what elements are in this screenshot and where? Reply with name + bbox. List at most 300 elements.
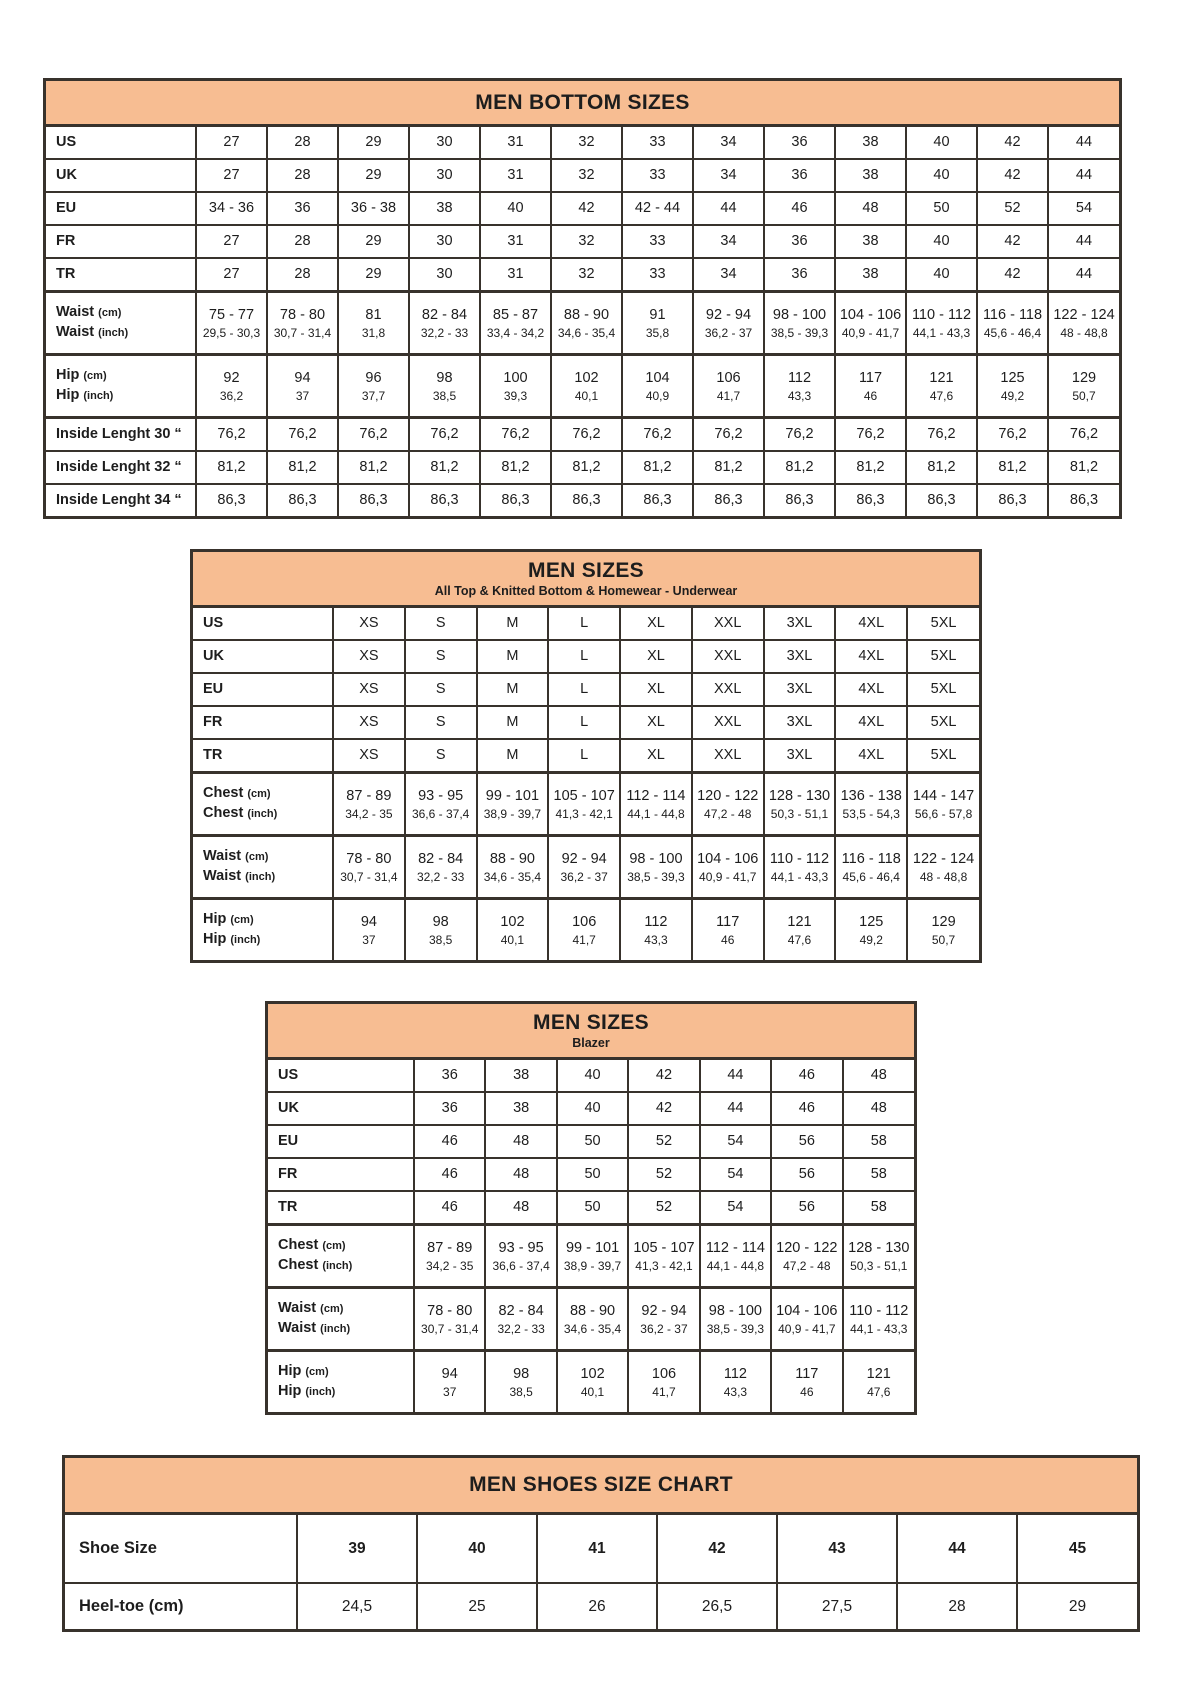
table-cell: 50 [557,1191,628,1225]
table-cell: 102 40,1 [551,355,622,418]
table-cell: 54 [700,1191,771,1225]
table-cell: 48 [485,1158,556,1191]
table-cell: 104 40,9 [622,355,693,418]
table-cell: 34 [693,225,764,258]
men-shoes-size-chart-table [62,1455,1140,1632]
table-cell: 121 47,6 [906,355,977,418]
table-cell: 98 38,5 [485,1351,556,1413]
table-cell: 121 47,6 [843,1351,914,1413]
table-cell: 99 - 101 38,9 - 39,7 [557,1225,628,1288]
table-row [268,1158,914,1191]
table-title: MEN SIZES [528,559,644,582]
table-cell: M [477,706,549,739]
row-label: UK [193,640,333,673]
table-cell: 78 - 80 30,7 - 31,4 [333,836,405,899]
table-cell: 36 [764,127,835,159]
table-cell: 92 36,2 [196,355,267,418]
table-subtitle: Blazer [572,1036,610,1050]
table-cell: 42 [977,127,1048,159]
table-cell: XS [333,608,405,640]
table-cell: 32 [551,225,622,258]
table-cell: S [405,640,477,673]
table-row [46,418,1119,452]
table-cell: S [405,673,477,706]
table-row [193,640,979,673]
table-cell: L [548,640,620,673]
table-cell: 76,2 [338,418,409,452]
table-cell: 87 - 89 34,2 - 35 [414,1225,485,1288]
table-row [46,292,1119,355]
table-cell: 5XL [907,608,979,640]
table-cell: 86,3 [551,484,622,516]
table-cell: 40 [480,192,551,225]
table-cell: XXL [692,739,764,773]
table-cell: 76,2 [480,418,551,452]
table-cell: 54 [700,1125,771,1158]
table-cell: 46 [764,192,835,225]
table-cell: 3XL [764,706,836,739]
table-cell: 105 - 107 41,3 - 42,1 [628,1225,699,1288]
table-cell: 33 [622,127,693,159]
table-cell: S [405,706,477,739]
table-cell: XL [620,706,692,739]
table-cell: 100 39,3 [480,355,551,418]
table-cell: 29 [338,258,409,292]
table-row [193,773,979,836]
table-cell: 3XL [764,739,836,773]
table-cell: 54 [1048,192,1119,225]
table-cell: 25 [417,1583,537,1629]
table-row [268,1288,914,1351]
table-cell: 38 [485,1092,556,1125]
table-cell: 106 41,7 [548,899,620,961]
table-cell: 27,5 [777,1583,897,1629]
table-cell: 32 [551,159,622,192]
table-cell: S [405,739,477,773]
table-cell: 129 50,7 [907,899,979,961]
table-cell: 42 [628,1060,699,1092]
table-cell: 86,3 [835,484,906,516]
table-cell: 82 - 84 32,2 - 33 [409,292,480,355]
table-cell: 81,2 [267,451,338,484]
table-cell: 94 37 [267,355,338,418]
table-cell: 33 [622,258,693,292]
table-row [193,608,979,640]
table-cell: 87 - 89 34,2 - 35 [333,773,405,836]
size-table [193,608,979,960]
table-cell: XXL [692,608,764,640]
table-cell: 52 [628,1158,699,1191]
table-cell: 112 43,3 [700,1351,771,1413]
table-row [268,1092,914,1125]
table-cell: 86,3 [267,484,338,516]
table-cell: 46 [771,1060,842,1092]
table-cell: 104 - 106 40,9 - 41,7 [692,836,764,899]
table-cell: 38 [835,258,906,292]
table-cell: 31 [480,159,551,192]
table-cell: S [405,608,477,640]
table-cell: 29 [338,159,409,192]
table-cell: 28 [897,1583,1017,1629]
table-cell: 76,2 [906,418,977,452]
table-cell: 44 [1048,225,1119,258]
table-title-band [268,1004,914,1060]
table-row [268,1225,914,1288]
table-title: MEN SIZES [533,1011,649,1034]
row-label: US [268,1060,414,1092]
table-cell: 110 - 112 44,1 - 43,3 [764,836,836,899]
table-cell: 40 [906,258,977,292]
table-cell: 3XL [764,640,836,673]
table-cell: 116 - 118 45,6 - 46,4 [977,292,1048,355]
table-cell: M [477,673,549,706]
table-cell: 40 [557,1060,628,1092]
row-label: US [46,127,196,159]
table-cell: 44 [1048,127,1119,159]
table-cell: 81,2 [1048,451,1119,484]
row-label: Hip (cm) Hip (inch) [268,1351,414,1413]
table-cell: 38 [409,192,480,225]
table-cell: 31 [480,127,551,159]
table-cell: 96 37,7 [338,355,409,418]
row-label: FR [193,706,333,739]
men-sizes-blazer-table [265,1001,917,1415]
table-row [193,836,979,899]
table-cell: 50 [557,1125,628,1158]
table-cell: XL [620,673,692,706]
row-label: EU [268,1125,414,1158]
table-cell: 46 [414,1158,485,1191]
table-cell: 40 [557,1092,628,1125]
table-cell: 81,2 [196,451,267,484]
table-cell: 98 - 100 38,5 - 39,3 [700,1288,771,1351]
row-label: Inside Lenght 34 “ [46,484,196,516]
table-cell: 34 - 36 [196,192,267,225]
table-cell: 52 [628,1125,699,1158]
table-cell: 30 [409,159,480,192]
table-cell: 28 [267,258,338,292]
table-cell: 81 31,8 [338,292,409,355]
table-row [46,159,1119,192]
table-cell: 26,5 [657,1583,777,1629]
table-title-band [193,552,979,608]
table-cell: 76,2 [622,418,693,452]
table-cell: XS [333,706,405,739]
table-cell: 76,2 [409,418,480,452]
table-row [268,1351,914,1413]
table-row [268,1060,914,1092]
table-row [193,706,979,739]
table-cell: XS [333,673,405,706]
table-cell: 106 41,7 [628,1351,699,1413]
row-label: Waist (cm) Waist (inch) [268,1288,414,1351]
table-cell: 26 [537,1583,657,1629]
table-cell: 32 [551,258,622,292]
table-cell: 41 [537,1515,657,1583]
table-cell: 104 - 106 40,9 - 41,7 [771,1288,842,1351]
table-cell: 45 [1017,1515,1137,1583]
table-cell: 32 [551,127,622,159]
table-cell: 116 - 118 45,6 - 46,4 [835,836,907,899]
table-cell: 81,2 [835,451,906,484]
table-cell: 88 - 90 34,6 - 35,4 [551,292,622,355]
table-cell: 52 [628,1191,699,1225]
size-table [268,1060,914,1412]
table-cell: 125 49,2 [835,899,907,961]
table-cell: 128 - 130 50,3 - 51,1 [764,773,836,836]
table-cell: 92 - 94 36,2 - 37 [628,1288,699,1351]
table-cell: L [548,608,620,640]
row-label: EU [193,673,333,706]
table-cell: 81,2 [977,451,1048,484]
table-cell: 29 [338,225,409,258]
row-label: TR [46,258,196,292]
table-row [193,899,979,961]
table-cell: 27 [196,225,267,258]
table-cell: 128 - 130 50,3 - 51,1 [843,1225,914,1288]
table-cell: 110 - 112 44,1 - 43,3 [906,292,977,355]
row-label: Shoe Size [65,1515,297,1583]
row-label: Inside Lenght 32 “ [46,451,196,484]
table-cell: 36 [414,1092,485,1125]
row-label: Heel-toe (cm) [65,1583,297,1629]
table-cell: 44 [700,1060,771,1092]
table-cell: 27 [196,159,267,192]
table-cell: 38 [485,1060,556,1092]
table-cell: 136 - 138 53,5 - 54,3 [835,773,907,836]
table-cell: 50 [906,192,977,225]
table-row [268,1125,914,1158]
table-title-band [46,81,1119,127]
table-cell: 38 [835,159,906,192]
table-cell: 86,3 [622,484,693,516]
table-cell: 46 [771,1092,842,1125]
table-cell: 36 [764,258,835,292]
table-cell: 54 [700,1158,771,1191]
table-cell: 33 [622,225,693,258]
table-cell: 29 [1017,1583,1137,1629]
table-cell: 129 50,7 [1048,355,1119,418]
row-label: FR [46,225,196,258]
table-row [46,258,1119,292]
table-cell: 4XL [835,673,907,706]
table-row [46,225,1119,258]
table-cell: 4XL [835,739,907,773]
table-cell: 38 [835,225,906,258]
table-cell: 56 [771,1125,842,1158]
table-cell: 27 [196,127,267,159]
table-cell: 76,2 [977,418,1048,452]
table-row [46,127,1119,159]
table-cell: XL [620,640,692,673]
table-cell: 82 - 84 32,2 - 33 [485,1288,556,1351]
table-cell: 117 46 [692,899,764,961]
table-cell: 86,3 [409,484,480,516]
size-table [65,1515,1137,1629]
table-cell: 76,2 [764,418,835,452]
table-cell: 94 37 [333,899,405,961]
table-cell: 93 - 95 36,6 - 37,4 [485,1225,556,1288]
table-cell: 122 - 124 48 - 48,8 [1048,292,1119,355]
table-cell: 36 [764,225,835,258]
size-table [46,127,1119,516]
table-cell: 3XL [764,673,836,706]
table-cell: 4XL [835,608,907,640]
table-cell: 5XL [907,640,979,673]
table-cell: 5XL [907,706,979,739]
table-cell: 104 - 106 40,9 - 41,7 [835,292,906,355]
table-cell: 92 - 94 36,2 - 37 [548,836,620,899]
table-cell: 30 [409,127,480,159]
table-cell: 28 [267,159,338,192]
table-cell: 76,2 [693,418,764,452]
table-cell: 93 - 95 36,6 - 37,4 [405,773,477,836]
table-cell: 102 40,1 [557,1351,628,1413]
table-row [46,355,1119,418]
table-row [193,673,979,706]
table-cell: 33 [622,159,693,192]
table-cell: 48 [485,1125,556,1158]
table-cell: 46 [414,1191,485,1225]
table-cell: 78 - 80 30,7 - 31,4 [267,292,338,355]
table-cell: 117 46 [771,1351,842,1413]
table-cell: 30 [409,225,480,258]
table-cell: 105 - 107 41,3 - 42,1 [548,773,620,836]
table-cell: 99 - 101 38,9 - 39,7 [477,773,549,836]
row-label: FR [268,1158,414,1191]
table-cell: XXL [692,706,764,739]
table-cell: 76,2 [196,418,267,452]
table-cell: 76,2 [1048,418,1119,452]
table-cell: L [548,739,620,773]
row-label: UK [46,159,196,192]
table-cell: 44 [700,1092,771,1125]
table-cell: XXL [692,640,764,673]
table-cell: 38 [835,127,906,159]
table-cell: 42 [977,159,1048,192]
men-bottom-sizes-table [43,78,1122,519]
table-cell: 76,2 [551,418,622,452]
table-cell: 5XL [907,673,979,706]
table-cell: 112 - 114 44,1 - 44,8 [700,1225,771,1288]
table-cell: 40 [906,159,977,192]
table-cell: 44 [693,192,764,225]
table-cell: 42 [977,258,1048,292]
table-cell: 81,2 [764,451,835,484]
table-cell: XXL [692,673,764,706]
table-cell: 36 - 38 [338,192,409,225]
table-cell: 120 - 122 47,2 - 48 [692,773,764,836]
table-cell: 86,3 [1048,484,1119,516]
table-cell: 44 [897,1515,1017,1583]
table-cell: 27 [196,258,267,292]
table-cell: 42 [657,1515,777,1583]
table-cell: 39 [297,1515,417,1583]
row-label: TR [268,1191,414,1225]
table-row [46,192,1119,225]
table-cell: 30 [409,258,480,292]
table-row [46,484,1119,516]
table-cell: M [477,640,549,673]
table-cell: 4XL [835,706,907,739]
table-cell: 48 [843,1060,914,1092]
table-cell: 81,2 [338,451,409,484]
table-cell: 29 [338,127,409,159]
table-cell: 58 [843,1158,914,1191]
table-cell: 42 - 44 [622,192,693,225]
table-cell: 86,3 [693,484,764,516]
table-cell: 92 - 94 36,2 - 37 [693,292,764,355]
table-cell: 43 [777,1515,897,1583]
table-cell: 86,3 [977,484,1048,516]
table-cell: 31 [480,258,551,292]
table-title: MEN SHOES SIZE CHART [469,1473,733,1496]
table-cell: 44 [1048,159,1119,192]
table-cell: 81,2 [480,451,551,484]
table-cell: 94 37 [414,1351,485,1413]
row-label: Inside Lenght 30 “ [46,418,196,452]
table-cell: 56 [771,1191,842,1225]
table-row [65,1515,1137,1583]
table-cell: 112 43,3 [620,899,692,961]
table-cell: 125 49,2 [977,355,1048,418]
table-cell: XS [333,739,405,773]
table-cell: 117 46 [835,355,906,418]
table-cell: 98 38,5 [405,899,477,961]
table-cell: 34 [693,159,764,192]
table-cell: 50 [557,1158,628,1191]
table-cell: L [548,706,620,739]
table-cell: 81,2 [693,451,764,484]
table-cell: 81,2 [906,451,977,484]
row-label: Waist (cm) Waist (inch) [46,292,196,355]
table-cell: 46 [414,1125,485,1158]
table-cell: 81,2 [409,451,480,484]
table-row [268,1191,914,1225]
men-sizes-top-table [190,549,982,963]
table-cell: M [477,608,549,640]
row-label: EU [46,192,196,225]
table-cell: 58 [843,1125,914,1158]
table-cell: 76,2 [267,418,338,452]
table-title-band [65,1458,1137,1515]
row-label: UK [268,1092,414,1125]
table-cell: 98 38,5 [409,355,480,418]
table-cell: 112 43,3 [764,355,835,418]
table-cell: 86,3 [196,484,267,516]
table-cell: 78 - 80 30,7 - 31,4 [414,1288,485,1351]
table-row [46,451,1119,484]
table-cell: 86,3 [480,484,551,516]
table-cell: 82 - 84 32,2 - 33 [405,836,477,899]
table-cell: 120 - 122 47,2 - 48 [771,1225,842,1288]
table-cell: 34 [693,258,764,292]
table-row [65,1583,1137,1629]
table-cell: 110 - 112 44,1 - 43,3 [843,1288,914,1351]
table-cell: 36 [414,1060,485,1092]
row-label: Waist (cm) Waist (inch) [193,836,333,899]
table-cell: 31 [480,225,551,258]
table-cell: M [477,739,549,773]
table-cell: 3XL [764,608,836,640]
table-cell: 98 - 100 38,5 - 39,3 [764,292,835,355]
table-cell: 44 [1048,258,1119,292]
table-cell: 36 [267,192,338,225]
table-cell: 4XL [835,640,907,673]
table-cell: 42 [628,1092,699,1125]
table-cell: 48 [835,192,906,225]
table-cell: 52 [977,192,1048,225]
